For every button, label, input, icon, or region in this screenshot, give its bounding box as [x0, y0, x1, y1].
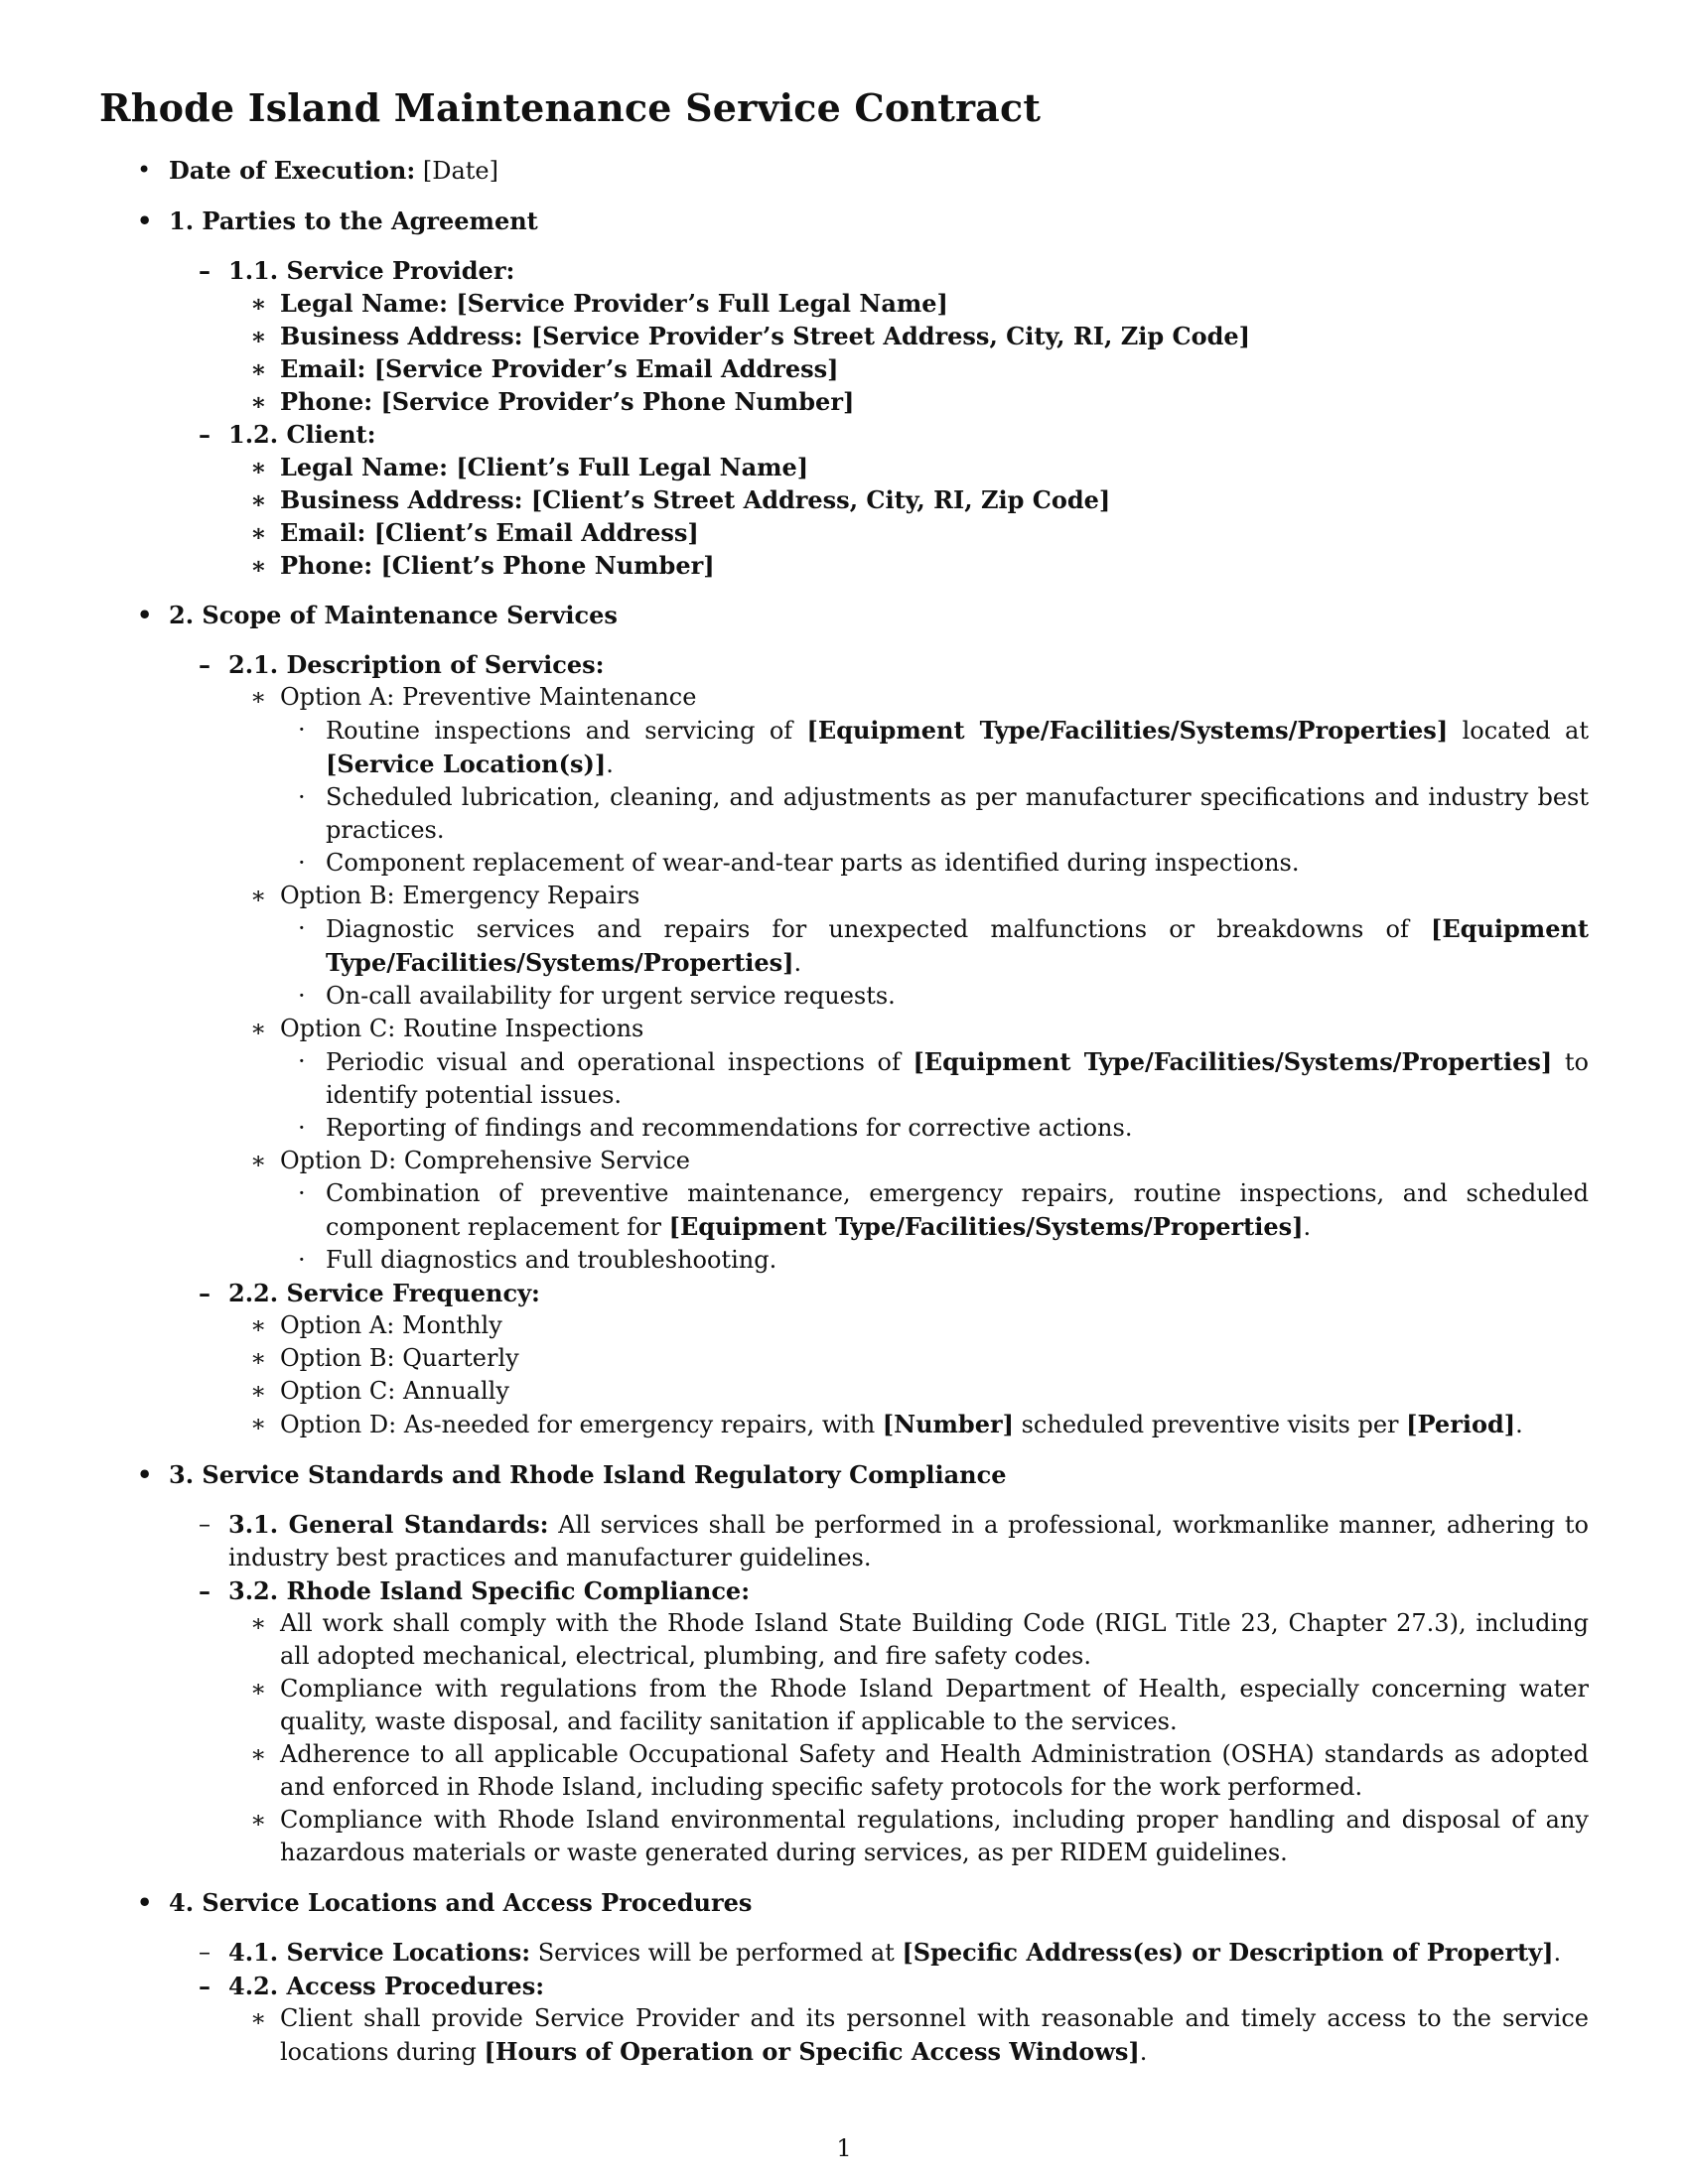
option-b-title: ∗ Option B: Emergency Repairs	[99, 880, 1589, 912]
option-a-item: · Component replacement of wear-and-tear parts as identified during inspections.	[99, 847, 1589, 880]
dot-marker: ·	[298, 1179, 306, 1207]
option-c-title: ∗ Option C: Routine Inspections	[99, 1013, 1589, 1045]
star-marker: ∗	[250, 1344, 267, 1372]
star-marker: ∗	[250, 1609, 267, 1637]
dot-marker: ·	[298, 1246, 306, 1274]
star-marker: ∗	[250, 551, 267, 580]
dot-marker: ·	[298, 783, 306, 811]
option-a-title: ∗ Option A: Preventive Maintenance	[99, 681, 1589, 714]
access-procedures-heading: – 4.2. Access Procedures:	[199, 1972, 545, 2000]
client-phone-value: [Client’s Phone Number]	[380, 551, 715, 580]
dash-marker: –	[199, 1972, 211, 2000]
star-marker: ∗	[250, 1311, 267, 1339]
service-frequency-heading: – 2.2. Service Frequency:	[199, 1279, 540, 1307]
execution-date-label: Date of Execution:	[169, 156, 416, 185]
service-locations: – 4.1. Service Locations: Services will be performed at [Specific Address(es) or Description of Property].	[199, 1938, 1562, 1967]
star-marker: ∗	[250, 485, 267, 514]
dash-marker: –	[199, 1576, 211, 1605]
sp-phone-value: [Service Provider’s Phone Number]	[380, 387, 855, 416]
star-marker: ∗	[250, 322, 267, 350]
bullet-marker: •	[137, 206, 153, 235]
client-email-value: [Client’s Email Address]	[373, 518, 699, 547]
star-marker: ∗	[250, 1410, 267, 1437]
client-email: ∗ Email: [Client’s Email Address]	[250, 518, 699, 547]
description-of-services-heading: – 2.1. Description of Services:	[199, 650, 605, 679]
star-marker: ∗	[250, 2004, 267, 2032]
ri-compliance-item: ∗ Compliance with Rhode Island environmental regulations, including proper handling and disposal of any hazardous materials or waste generated during services, as per RIDEM guidelines.	[250, 1806, 1589, 1866]
sp-phone: ∗ Phone: [Service Provider’s Phone Number]	[250, 387, 855, 416]
service-provider-heading: – 1.1. Service Provider:	[199, 256, 515, 285]
section-2-heading: • 2. Scope of Maintenance Services	[137, 601, 618, 629]
dash-marker: –	[199, 1510, 211, 1538]
dash-marker: –	[199, 1938, 211, 1966]
client-legal-name-value: [Client’s Full Legal Name]	[456, 453, 809, 481]
star-marker: ∗	[250, 1806, 267, 1834]
dash-marker: –	[199, 256, 211, 285]
client-heading: – 1.2. Client:	[199, 420, 376, 449]
option-d-item: · Full diagnostics and troubleshooting.	[99, 1244, 1589, 1277]
option-d-item: · Combination of preventive maintenance, emergency repairs, routine inspections, and scheduled component replacement for [Equipment Type/Facilities/Systems/Properties].	[298, 1179, 1589, 1241]
star-marker: ∗	[250, 683, 267, 711]
sp-business-address-value: [Service Provider’s Street Address, City, RI, Zip Code]	[530, 322, 1250, 350]
frequency-option: ∗ Option B: Quarterly	[99, 1342, 1589, 1375]
dash-marker: –	[199, 650, 211, 679]
option-b-item: · On-call availability for urgent service requests.	[99, 980, 1589, 1013]
contract-page	[99, 85, 1589, 2069]
bullet-marker: •	[137, 1888, 153, 1917]
star-marker: ∗	[250, 289, 267, 318]
star-marker: ∗	[250, 1740, 267, 1768]
star-marker: ∗	[250, 1377, 267, 1405]
client-legal-name: ∗ Legal Name: [Client’s Full Legal Name]	[250, 453, 809, 481]
sp-legal-name: ∗ Legal Name: [Service Provider’s Full Legal Name]	[250, 289, 948, 318]
ri-compliance-item: ∗ Adherence to all applicable Occupational Safety and Health Administration (OSHA) standards as adopted and enforced in Rhode Island, including specific safety protocols for the work performed.	[250, 1740, 1589, 1801]
star-marker: ∗	[250, 1675, 267, 1703]
sp-business-address: ∗ Business Address: [Service Provider’s Street Address, City, RI, Zip Code]	[250, 322, 1250, 350]
sp-email: ∗ Email: [Service Provider’s Email Address]	[250, 354, 839, 383]
section-4-heading: • 4. Service Locations and Access Procedures	[137, 1888, 753, 1917]
execution-date	[99, 154, 1589, 188]
star-marker: ∗	[250, 1147, 267, 1174]
access-procedure-item: ∗ Client shall provide Service Provider and its personnel with reasonable and timely access to the service locations during [Hours of Operation or Specific Access Windows].	[250, 2004, 1589, 2066]
option-a-item: · Routine inspections and servicing of [Equipment Type/Facilities/Systems/Properties] located at [Service Location(s)].	[298, 716, 1589, 778]
bullet-marker: •	[137, 601, 153, 629]
option-d-title: ∗ Option D: Comprehensive Service	[99, 1145, 1589, 1177]
star-marker: ∗	[250, 1015, 267, 1042]
dash-marker: –	[199, 420, 211, 449]
client-business-address: ∗ Business Address: [Client’s Street Address, City, RI, Zip Code]	[250, 485, 1111, 514]
general-standards: – 3.1. General Standards: All services shall be performed in a professional, workmanlike manner, adhering to industry best practices and manufacturer guidelines.	[199, 1510, 1589, 1571]
section-3-heading: • 3. Service Standards and Rhode Island Regulatory Compliance	[137, 1460, 1007, 1489]
client-business-address-value: [Client’s Street Address, City, RI, Zip Code]	[530, 485, 1111, 514]
dot-marker: ·	[298, 1047, 306, 1075]
star-marker: ∗	[250, 882, 267, 909]
page-number: 1	[836, 2134, 852, 2162]
option-a-item: · Scheduled lubrication, cleaning, and adjustments as per manufacturer specifications and industry best practices.	[298, 783, 1589, 844]
dot-marker: ·	[298, 914, 306, 942]
star-marker: ∗	[250, 453, 267, 481]
document-title: Rhode Island Maintenance Service Contract	[99, 85, 1042, 130]
option-c-item: · Reporting of findings and recommendations for corrective actions.	[99, 1112, 1589, 1145]
dot-marker: ·	[298, 1114, 306, 1142]
frequency-option: ∗ Option D: As-needed for emergency repairs, with [Number] scheduled preventive visits per [Period].	[250, 1410, 1523, 1438]
star-marker: ∗	[250, 354, 267, 383]
section-1-heading: • 1. Parties to the Agreement	[137, 206, 538, 235]
client-phone: ∗ Phone: [Client’s Phone Number]	[250, 551, 715, 580]
ri-compliance-heading: – 3.2. Rhode Island Specific Compliance:	[199, 1576, 751, 1605]
ri-compliance-item: ∗ Compliance with regulations from the Rhode Island Department of Health, especially concerning water quality, waste disposal, and facility sanitation if applicable to the services.	[250, 1675, 1589, 1735]
bullet-marker: •	[137, 1460, 153, 1489]
frequency-option: ∗ Option A: Monthly	[99, 1309, 1589, 1342]
bullet-marker: •	[137, 156, 152, 184]
dot-marker: ·	[298, 716, 306, 744]
dot-marker: ·	[298, 982, 306, 1010]
sp-email-value: [Service Provider’s Email Address]	[373, 354, 839, 383]
option-b-item: · Diagnostic services and repairs for unexpected malfunctions or breakdowns of [Equipment Type/Facilities/Systems/Properties].	[298, 914, 1589, 977]
sp-legal-name-value: [Service Provider’s Full Legal Name]	[456, 289, 948, 318]
star-marker: ∗	[250, 518, 267, 547]
option-c-item: · Periodic visual and operational inspections of [Equipment Type/Facilities/Systems/Properties] to identify potential issues.	[298, 1047, 1589, 1109]
ri-compliance-item: ∗ All work shall comply with the Rhode Island State Building Code (RIGL Title 23, Chapter 27.3), including all adopted mechanical, electrical, plumbing, and fire safety codes.	[250, 1609, 1589, 1670]
frequency-option: ∗ Option C: Annually	[99, 1375, 1589, 1408]
star-marker: ∗	[250, 387, 267, 416]
dot-marker: ·	[298, 849, 306, 877]
execution-date-value: [Date]	[422, 157, 498, 185]
dash-marker: –	[199, 1279, 211, 1307]
